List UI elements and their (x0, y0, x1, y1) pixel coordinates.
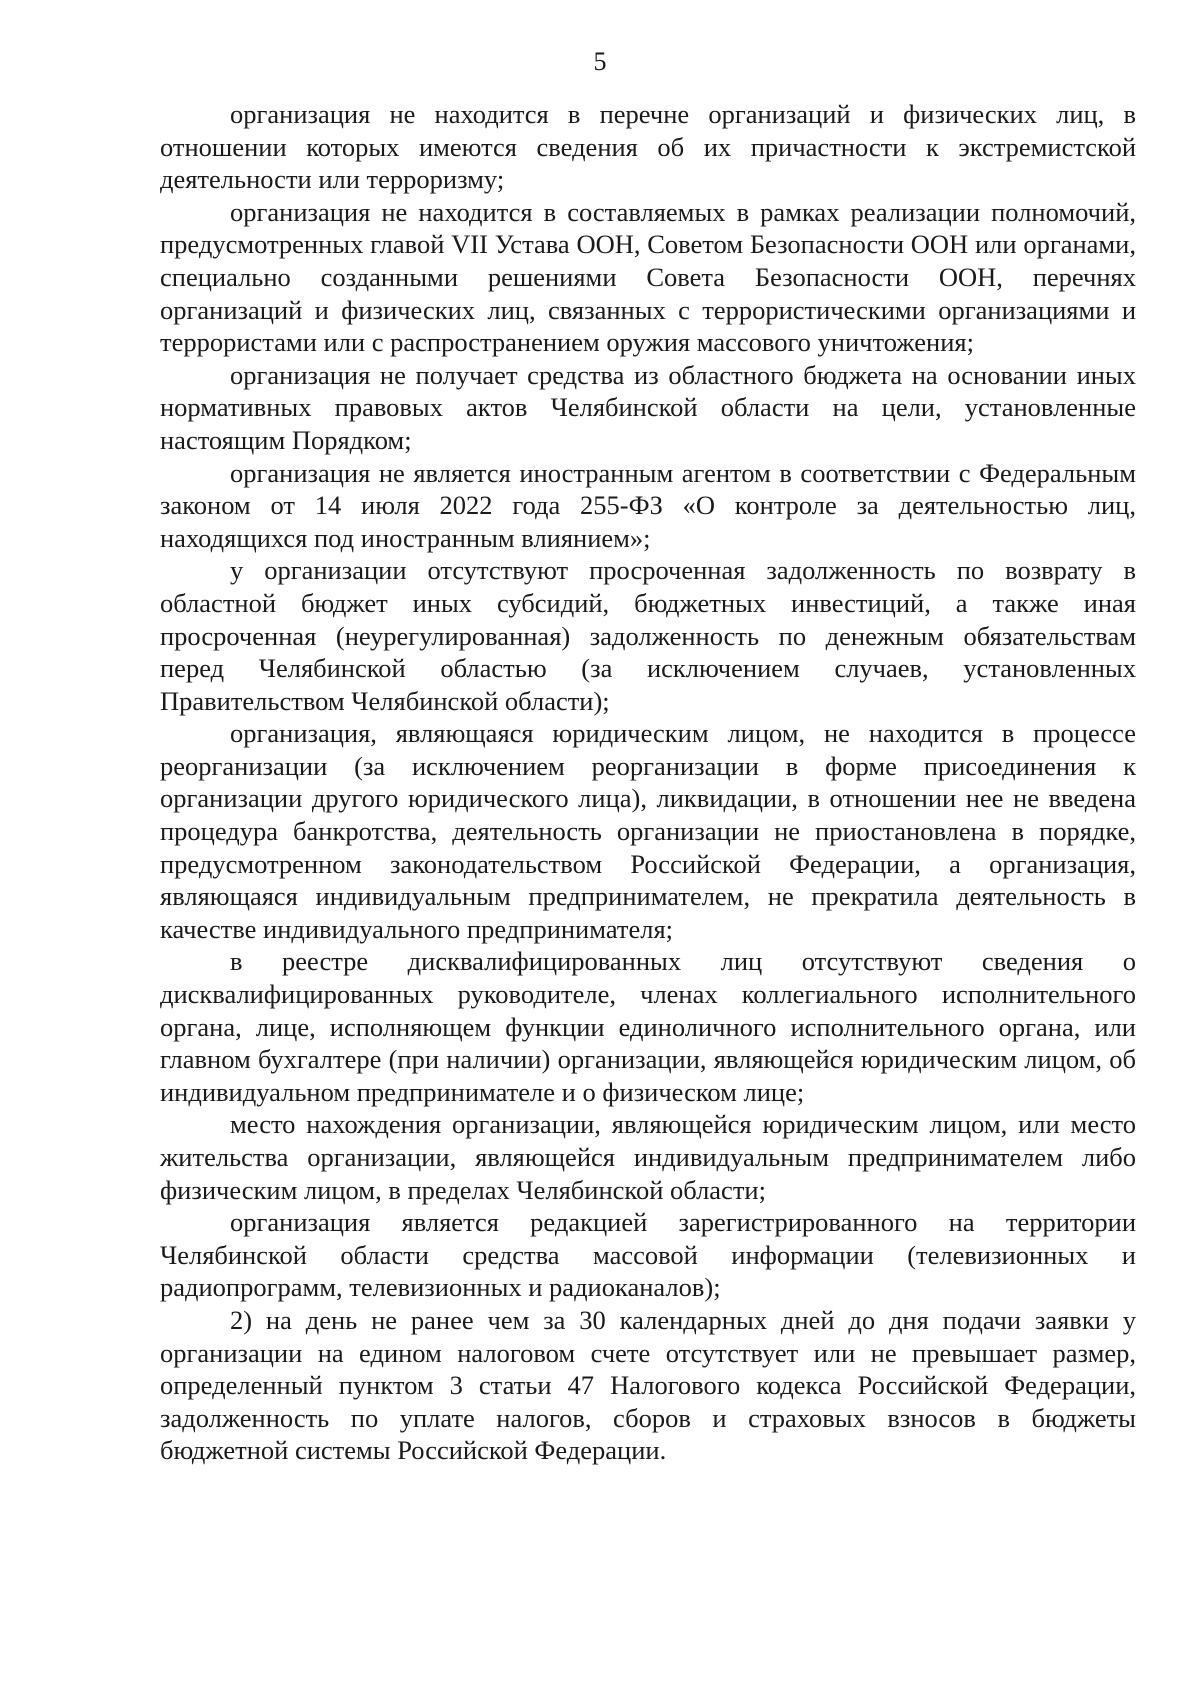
paragraph-disqualified-persons-registry: в реестре дисквалифицированных лиц отсутствуют сведения о дисквалифицированных руководителе, членах коллегиального исполнительного органа, лице, исполняющем функции единоличного исполнительного органа, или главном бухгалтере (при наличии) организации, являющейся юридическим лицом, об индивидуальном предпринимателе и о физическом лице; (160, 946, 1136, 1107)
paragraph-registered-media-editorial: организация является редакцией зарегистрированного на территории Челябинской области средства массовой информации (телевизионных и радиопрограмм, телевизионных и радиоканалов); (160, 1207, 1136, 1303)
paragraph-no-reorganization-liquidation: организация, являющаяся юридическим лицом, не находится в процессе реорганизации (за исключением реорганизации в форме присоединения к организации другого юридического лица), ликвидации, в отношении нее не введена процедура банкротства, деятельность организации не приостановлена в порядке, предусмотренном законодательством Российской Федерации, а организация, являющаяся индивидуальным предпринимателем, не прекратила деятельность в качестве индивидуального предпринимателя; (160, 718, 1136, 944)
document-body (160, 98, 1136, 1467)
paragraph-location-chelyabinsk-region: место нахождения организации, являющейся юридическим лицом, или место жительства организации, являющейся индивидуальным предпринимателем либо физическим лицом, в пределах Челябинской области; (160, 1109, 1136, 1205)
paragraph-no-other-regional-funding: организация не получает средства из областного бюджета на основании иных нормативных правовых актов Челябинской области на цели, установленные настоящим Порядком; (160, 359, 1136, 455)
paragraph-tax-debt-condition: 2) на день не ранее чем за 30 календарных дней до дня подачи заявки у организации на едином налоговом счете отсутствует или не превышает размер, определенный пунктом 3 статьи 47 Налогового кодекса Российской Федерации, задолженность по уплате налогов, сборов и страховых взносов в бюджеты бюджетной системы Российской Федерации. (160, 1304, 1136, 1466)
paragraph-un-security-council-lists: организация не находится в составляемых в рамках реализации полномочий, предусмотренных главой VII Устава ООН, Советом Безопасности ООН или органами, специально созданными решениями Совета Безопасности ООН, перечнях организаций и физических лиц, связанных с террористическими организациями и террористами или с распространением оружия массового уничтожения; (160, 196, 1136, 358)
paragraph-no-overdue-debt: у организации отсутствуют просроченная задолженность по возврату в областной бюджет иных субсидий, бюджетных инвестиций, а также иная просроченная (неурегулированная) задолженность по денежным обязательствам перед Челябинской областью (за исключением случаев, установленных Правительством Челябинской области); (160, 555, 1136, 716)
paragraph-not-foreign-agent: организация не является иностранным агентом в соответствии с Федеральным законом от 14 июля 2022 года 255-ФЗ «О контроле за деятельностью лиц, находящихся под иностранным влиянием»; (160, 457, 1136, 553)
page-number: 5 (593, 47, 607, 76)
paragraph-extremism-list: организация не находится в перечне организаций и физических лиц, в отношении которых имеются сведения об их причастности к экстремистской деятельности или терроризму; (160, 99, 1136, 195)
